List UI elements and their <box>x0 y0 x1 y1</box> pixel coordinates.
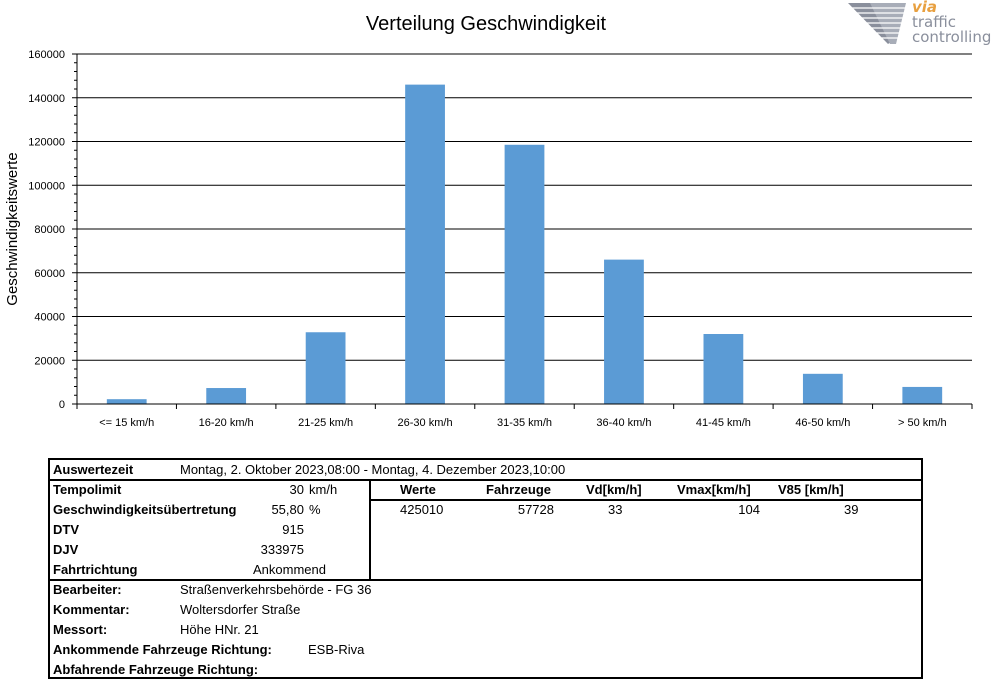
y-tick-label: 0 <box>58 399 65 411</box>
logo-controlling: controlling <box>912 28 992 46</box>
logo-text <box>912 0 991 45</box>
x-tick-label: 31-35 km/h <box>496 417 553 429</box>
bar <box>505 145 545 404</box>
tempolimit-unit: km/h <box>309 482 338 497</box>
tempolimit-value: 30 <box>289 482 304 497</box>
bar <box>902 387 942 404</box>
bearbeiter-label: Bearbeiter: <box>53 582 122 597</box>
y-tick-label: 140000 <box>28 92 65 105</box>
x-tick-label: > 50 km/h <box>897 417 947 429</box>
ankommend-label: Ankommende Fahrzeuge Richtung: <box>53 642 272 657</box>
y-tick-label: 20000 <box>34 355 65 368</box>
info-table <box>48 458 923 679</box>
y-tick-label: 160000 <box>28 49 65 61</box>
y-axis-label: Geschwindigkeitswerte <box>4 152 21 306</box>
chart-title: Verteilung Geschwindigkeit <box>365 13 607 35</box>
messort-label: Messort: <box>53 622 108 637</box>
value-werte: 425010 <box>400 502 444 517</box>
fahrtrichtung-label: Fahrtrichtung <box>53 562 138 577</box>
abfahrend-label: Abfahrende Fahrzeuge Richtung: <box>53 662 259 677</box>
messort-value: Höhe HNr. 21 <box>180 622 259 637</box>
tempolimit-label: Tempolimit <box>53 482 122 497</box>
bar <box>803 374 843 404</box>
logo-traffic: traffic <box>912 13 956 31</box>
djv-label: DJV <box>53 542 79 557</box>
y-tick-label: 80000 <box>34 224 65 236</box>
x-tick-label: 41-45 km/h <box>695 417 751 429</box>
divider <box>369 499 921 501</box>
header-werte: Werte <box>400 482 436 497</box>
value-v85: 39 <box>844 502 859 517</box>
kommentar-label: Kommentar: <box>53 602 130 617</box>
x-tick-label: <= 15 km/h <box>99 417 155 429</box>
x-tick-label: 26-30 km/h <box>397 417 453 429</box>
bar <box>604 260 644 404</box>
value-fahrzeuge: 57728 <box>517 502 554 517</box>
uebertretung-label: Geschwindigkeitsübertretung <box>53 502 237 517</box>
x-tick-label: 36-40 km/h <box>596 417 652 429</box>
fahrtrichtung-value: Ankommend <box>253 562 326 577</box>
bar <box>206 388 246 404</box>
y-tick-label: 40000 <box>34 311 65 324</box>
y-tick-label: 120000 <box>28 136 65 149</box>
bar <box>704 334 744 404</box>
auswertezeit-label: Auswertezeit <box>53 462 134 477</box>
y-tick-label: 100000 <box>28 180 65 193</box>
value-vmax: 104 <box>738 502 760 517</box>
x-tick-label: 16-20 km/h <box>198 417 254 429</box>
header-vmax: Vmax[km/h] <box>677 482 751 497</box>
x-tick-label: 21-25 km/h <box>298 417 354 429</box>
header-fahrzeuge: Fahrzeuge <box>486 482 552 497</box>
bar <box>107 399 147 404</box>
auswertezeit-value: Montag, 2. Oktober 2023,08:00 - Montag, 4. Dezember 2023,10:00 <box>180 462 566 477</box>
uebertretung-unit: % <box>309 502 321 517</box>
divider <box>369 479 371 579</box>
bar <box>306 332 346 404</box>
y-tick-label: 60000 <box>34 267 65 280</box>
uebertretung-value: 55,80 <box>271 502 304 517</box>
value-vd: 33 <box>608 502 623 517</box>
djv-value: 333975 <box>260 542 304 557</box>
dtv-value: 915 <box>282 522 304 537</box>
bar <box>405 85 445 404</box>
dtv-label: DTV <box>53 522 79 537</box>
x-tick-label: 46-50 km/h <box>795 417 851 429</box>
logo-via: via <box>912 0 938 16</box>
header-v85: V85 [km/h] <box>778 482 844 497</box>
bearbeiter-value: Straßenverkehrsbehörde - FG 36 <box>180 582 372 597</box>
kommentar-value: Woltersdorfer Straße <box>180 602 301 617</box>
ankommend-value: ESB-Riva <box>308 642 365 657</box>
header-vd: Vd[km/h] <box>586 482 642 497</box>
